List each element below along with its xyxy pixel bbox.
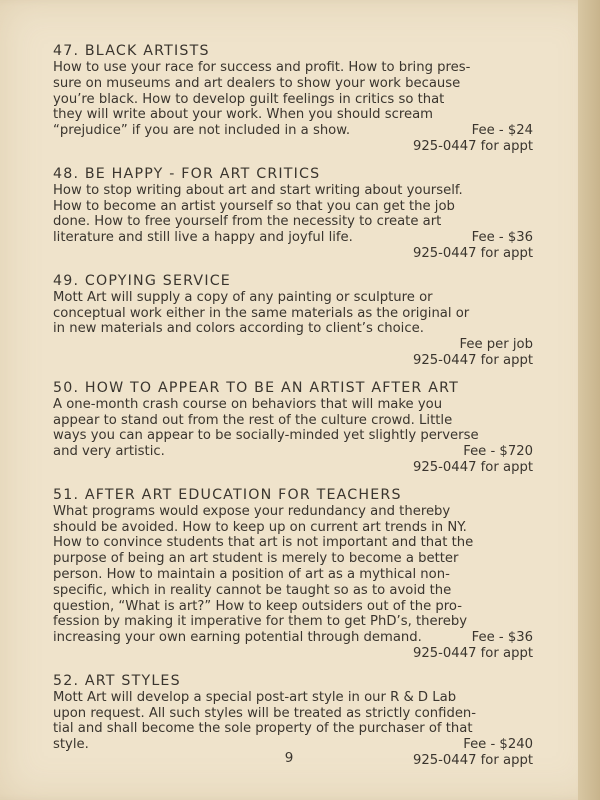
description-text: How to convince students that art is not important and that the (53, 535, 474, 551)
description-text: you’re black. How to develop guilt feelings in critics so that (53, 91, 445, 107)
description-line (53, 230, 533, 246)
entry-description (53, 504, 533, 662)
entry-title: 51. AFTER ART EDUCATION FOR TEACHERS (53, 486, 402, 503)
description-line (53, 535, 533, 551)
description-line (53, 214, 533, 230)
service-entry (53, 486, 533, 662)
fee-label: Fee - $36 (471, 630, 533, 646)
description-line (53, 428, 533, 444)
description-text: How to stop writing about art and start writing about yourself. (53, 182, 463, 198)
description-line (53, 92, 533, 108)
description-line (53, 306, 533, 322)
page-content (53, 42, 533, 779)
description-text: tial and shall become the sole property of the purchaser of that (53, 721, 473, 737)
description-text: ways you can appear to be socially-minded yet slightly perverse (53, 428, 479, 444)
phone-appointment: 925-0447 for appt (412, 245, 533, 261)
description-line (53, 504, 533, 520)
description-text: “prejudice” if you are not included in a show. (53, 123, 351, 139)
fee-label: Fee - $24 (471, 123, 533, 139)
description-text: literature and still live a happy and joyful life. (53, 230, 353, 246)
description-text: question, “What is art?” How to keep outsiders out of the pro- (53, 598, 463, 614)
description-text: upon request. All such styles will be treated as strictly confiden- (53, 705, 477, 721)
service-entry (53, 272, 533, 369)
description-text: A one-month crash course on behaviors that will make you (53, 396, 443, 412)
description-line (53, 76, 533, 92)
description-text: conceptual work either in the same materials as the original or (53, 305, 470, 321)
service-entry (53, 165, 533, 262)
description-text: done. How to free yourself from the necessity to create art (53, 214, 442, 230)
description-line (53, 599, 533, 615)
description-line (53, 551, 533, 567)
description-line (53, 397, 533, 413)
description-text: appear to stand out from the rest of the culture crowd. Little (53, 412, 453, 428)
description-line (53, 290, 533, 306)
description-text: in new materials and colors according to client’s choice. (53, 321, 424, 337)
description-line (53, 567, 533, 583)
description-text: sure on museums and art dealers to show your work because (53, 75, 461, 91)
phone-appointment: 925-0447 for appt (412, 352, 533, 368)
fee-label: Fee - $240 (463, 737, 533, 753)
description-line (53, 321, 533, 337)
description-line (53, 199, 533, 215)
description-text: fession by making it imperative for them to get PhD’s, thereby (53, 614, 468, 630)
entry-title: 52. ART STYLES (53, 672, 181, 689)
fee-label: Fee per job (459, 337, 533, 353)
entry-description (53, 397, 533, 476)
description-line (53, 690, 533, 706)
entry-title: 50. HOW TO APPEAR TO BE AN ARTIST AFTER ART (53, 379, 459, 396)
description-text: specific, which in reality cannot be taught so as to avoid the (53, 582, 452, 598)
description-text: and very artistic. (53, 444, 165, 460)
description-text: increasing your own earning potential through demand. (53, 630, 422, 646)
service-entry (53, 379, 533, 476)
entry-title: 48. BE HAPPY - FOR ART CRITICS (53, 165, 321, 182)
description-text: should be avoided. How to keep up on current art trends in NY. (53, 519, 467, 535)
page-number: 9 (284, 750, 294, 766)
description-text: What programs would expose your redundancy and thereby (53, 503, 451, 519)
description-text: Mott Art will develop a special post-art style in our R & D Lab (53, 689, 457, 705)
phone-appointment: 925-0447 for appt (412, 138, 533, 154)
description-text: person. How to maintain a position of art as a mythical non- (53, 566, 450, 582)
description-line (53, 614, 533, 630)
phone-appointment: 925-0447 for appt (412, 459, 533, 475)
binding-spine (578, 0, 600, 800)
description-line (53, 413, 533, 429)
description-line (53, 630, 533, 646)
description-text: How to become an artist yourself so that you can get the job (53, 198, 455, 214)
description-text: How to use your race for success and profit. How to bring pres- (53, 60, 471, 75)
description-line (53, 123, 533, 139)
description-text: purpose of being an art student is merely to become a better (53, 551, 459, 567)
entry-description (53, 290, 533, 369)
description-line (53, 444, 533, 460)
fee-label: Fee - $720 (463, 444, 533, 460)
description-line (53, 706, 533, 722)
entry-description (53, 183, 533, 262)
entry-title: 49. COPYING SERVICE (53, 272, 231, 289)
description-line (53, 583, 533, 599)
description-line (53, 520, 533, 536)
description-text: Mott Art will supply a copy of any painting or sculpture or (53, 289, 433, 305)
entry-title: 47. BLACK ARTISTS (53, 43, 210, 59)
fee-label: Fee - $36 (471, 230, 533, 246)
description-line (53, 721, 533, 737)
description-line (53, 183, 533, 199)
description-text: they will write about your work. When you should scream (53, 107, 433, 123)
phone-appointment: 925-0447 for appt (412, 752, 533, 768)
entry-description (53, 60, 533, 155)
description-line (53, 60, 533, 76)
description-text: style. (53, 737, 89, 753)
phone-appointment: 925-0447 for appt (412, 645, 533, 661)
description-line (53, 107, 533, 123)
service-entry (53, 42, 533, 155)
